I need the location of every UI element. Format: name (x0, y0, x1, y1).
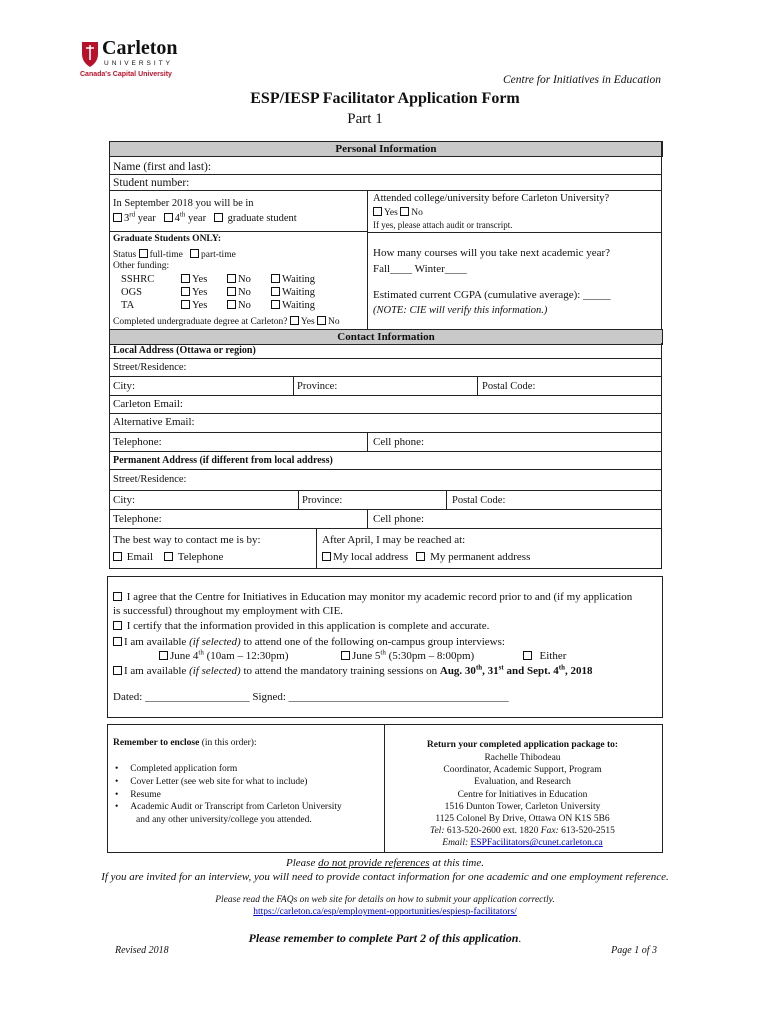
grad-only-label: Graduate Students ONLY: (113, 234, 222, 244)
after-april-label: After April, I may be reached at: (322, 534, 466, 546)
list-item: • Cover Letter (see web site for what to include) (115, 776, 308, 787)
attended-options: Yes No (373, 207, 423, 220)
perm-province-field[interactable]: Province: (302, 495, 343, 506)
interview-checkbox[interactable] (113, 637, 122, 646)
tel-fax-line: Tel: 613-520-2600 ext. 1820 Fax: 613-520-2515 (430, 826, 615, 837)
year-options: 3rd year 4th year graduate student (113, 212, 297, 225)
faq-url-link[interactable]: https://carleton.ca/esp/employment-opportunities/espiesp-facilitators/ (253, 907, 517, 917)
perm-cell-field[interactable]: Cell phone: (373, 513, 425, 525)
june5-checkbox[interactable] (341, 651, 350, 660)
training-availability: I am available (if selected) to attend the mandatory training sessions on Aug. 30th, 31st and Sept. 4th, 2018 (113, 665, 593, 679)
part2-reminder: Please remember to complete Part 2 of this application. (248, 931, 522, 945)
best-way-label: The best way to contact me is by: (113, 534, 261, 546)
carleton-email-field[interactable]: Carleton Email: (113, 398, 183, 410)
degree-yes-checkbox[interactable] (290, 316, 299, 325)
contact-email-checkbox[interactable] (113, 552, 122, 561)
after-april-options: My local address My permanent address (322, 551, 530, 565)
cgpa-note: (NOTE: CIE will verify this information.) (373, 305, 548, 316)
logo-name: Carleton (102, 37, 178, 59)
june4-checkbox[interactable] (159, 651, 168, 660)
completed-degree-row: Completed undergraduate degree at Carleton? Yes No (113, 317, 340, 327)
personal-info-heading: Personal Information (109, 141, 663, 157)
faq-url-row (0, 907, 770, 919)
year3-checkbox[interactable] (113, 213, 122, 222)
certify-statement: I certify that the information provided in this application is complete and accurate. (113, 620, 489, 634)
logo-sub: UNIVERSITY (104, 60, 174, 67)
perm-street-field[interactable]: Street/Residence: (113, 474, 187, 485)
local-street-field[interactable]: Street/Residence: (113, 362, 187, 373)
form-title: ESP/IESP Facilitator Application Form (250, 90, 520, 107)
agree-checkbox[interactable] (113, 592, 122, 601)
degree-no-checkbox[interactable] (317, 316, 326, 325)
certify-checkbox[interactable] (113, 621, 122, 630)
return-heading: Return your completed application package to: (426, 740, 619, 750)
student-number-field[interactable]: Student number: (113, 177, 190, 189)
interview-availability: I am available (if selected) to attend one of the following on-campus group interviews: (113, 636, 505, 650)
parttime-checkbox[interactable] (190, 249, 199, 258)
contact-telephone-checkbox[interactable] (164, 552, 173, 561)
fall-winter-field[interactable]: Fall____ Winter____ (373, 263, 467, 275)
dated-signed-field[interactable]: Dated: ___________________ Signed: ________________________________________ (113, 691, 509, 703)
local-city-field[interactable]: City: (113, 380, 136, 392)
attended-no-checkbox[interactable] (400, 207, 409, 216)
either-checkbox[interactable] (523, 651, 532, 660)
contact-info-heading: Contact Information (109, 329, 663, 345)
training-checkbox[interactable] (113, 666, 122, 675)
return-address: Rachelle Thibodeau Coordinator, Academic Support, Program Evaluation, and Research Centre for Initiatives in Education 1516 Dunton Tower, Carleton University 1125 Colonel By Drive, Ottawa ON K1S 5B6 Tel: 613-520-2600 ext. 1820 Fax: 613-520-2515 Email: ESPFacilitators@cunet.carleton.ca (384, 752, 661, 850)
no-references-note: Please do not provide references at this time. (286, 857, 484, 869)
permanent-address-heading: Permanent Address (if different from local address) (113, 455, 333, 466)
faq-note: Please read the FAQs on web site for details on how to submit your application correctly. (215, 895, 555, 905)
name-field[interactable]: Name (first and last): (113, 161, 212, 173)
local-address-heading: Local Address (Ottawa or region) (113, 345, 256, 356)
enclose-heading: Remember to enclose (in this order): (113, 738, 257, 748)
list-item: • Resume (115, 789, 161, 800)
status-row: Status full-time part-time (113, 250, 236, 260)
cgpa-field[interactable]: Estimated current CGPA (cumulative average): _____ (373, 289, 611, 301)
perm-telephone-field[interactable]: Telephone: (113, 513, 162, 525)
grad-checkbox[interactable] (214, 213, 223, 222)
carleton-logo (80, 37, 190, 82)
year4-checkbox[interactable] (164, 213, 173, 222)
attended-yes-checkbox[interactable] (373, 207, 382, 216)
list-item: • Academic Audit or Transcript from Carleton University (115, 802, 342, 813)
local-province-field[interactable]: Province: (297, 381, 338, 392)
local-cell-field[interactable]: Cell phone: (373, 436, 425, 448)
enclose-list (115, 763, 342, 827)
local-postal-field[interactable]: Postal Code: (482, 381, 536, 392)
other-funding-label: Other funding: (113, 261, 170, 271)
list-item: and any other university/college you attended. (136, 815, 312, 826)
local-address-checkbox[interactable] (322, 552, 331, 561)
september-label: In September 2018 you will be in (113, 198, 254, 209)
return-email-link[interactable]: ESPFacilitators@cunet.carleton.ca (470, 838, 603, 849)
centre-name: Centre for Initiatives in Education (503, 74, 661, 86)
best-way-options: Email Telephone (113, 551, 223, 565)
attended-label: Attended college/university before Carleton University? (373, 193, 610, 204)
alt-email-field[interactable]: Alternative Email: (113, 416, 195, 428)
perm-postal-field[interactable]: Postal Code: (452, 495, 506, 506)
email-line: Email: ESPFacilitators@cunet.carleton.ca (442, 838, 603, 849)
page-number: Page 1 of 3 (611, 945, 657, 956)
logo-tagline: Canada's Capital University (80, 71, 172, 78)
carleton-crest-icon (80, 40, 100, 68)
attach-note: If yes, please attach audit or transcript. (373, 220, 513, 230)
local-telephone-field[interactable]: Telephone: (113, 436, 162, 448)
interview-reference-note: If you are invited for an interview, you will need to provide contact information for one academic and one employment reference. (101, 871, 669, 883)
perm-city-field[interactable]: City: (113, 494, 136, 506)
agree-statement-cont: is successful) throughout my employment with CIE. (113, 605, 344, 617)
courses-label: How many courses will you take next academic year? (373, 247, 611, 259)
list-item: • Completed application form (115, 764, 238, 774)
revised-label: Revised 2018 (115, 945, 169, 956)
fulltime-checkbox[interactable] (139, 249, 148, 258)
form-part: Part 1 (347, 111, 383, 127)
agree-statement: I agree that the Centre for Initiatives in Education may monitor my academic record prior to and (if my application (113, 591, 632, 605)
permanent-address-checkbox[interactable] (416, 552, 425, 561)
